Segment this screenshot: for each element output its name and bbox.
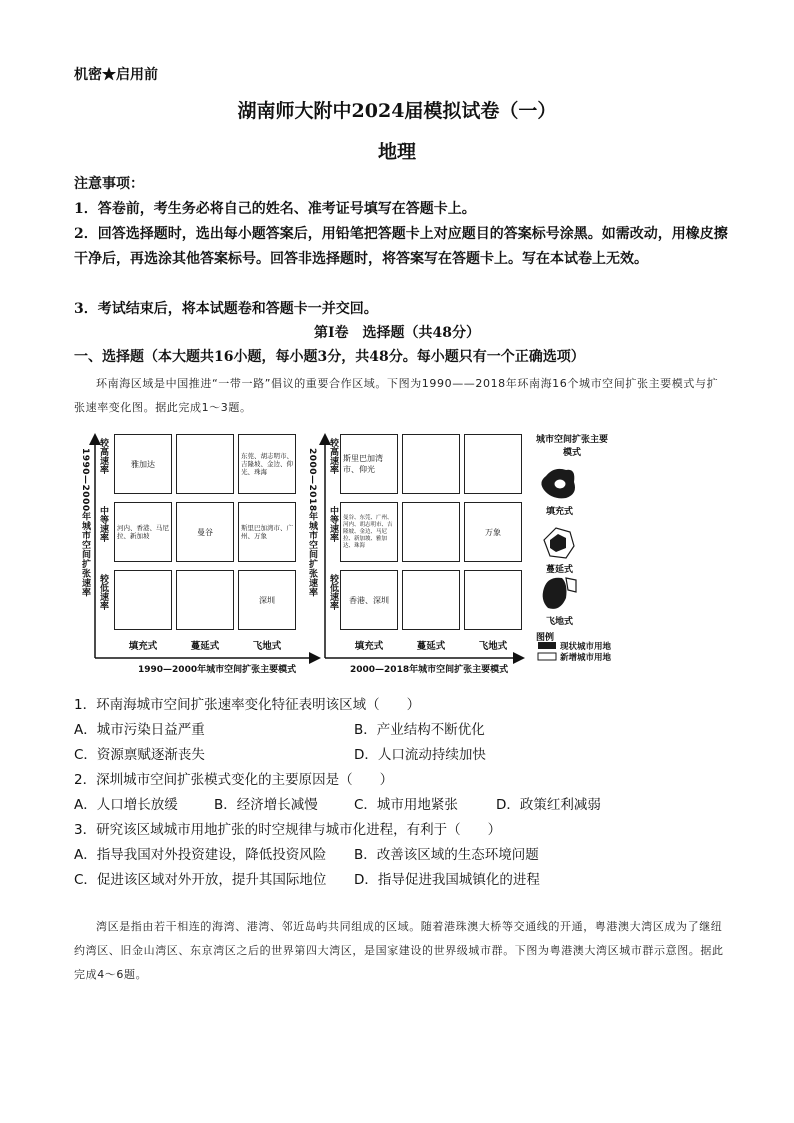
right-cell-mid-fill: 曼谷、东莞、广州、河内、胡志明市、吉隆坡、金边、马尼拉、新加坡、雅加达、珠海	[340, 502, 398, 562]
question-1-option-c[interactable]: C．资源禀赋逐渐丧失	[74, 747, 205, 763]
left-cell-low-enclave: 深圳	[238, 570, 296, 630]
note-item-3: 3．考试结束后，将本试题卷和答题卡一并交回。	[74, 301, 378, 317]
right-col-spread: 蔓延式	[416, 641, 446, 652]
left-cell-mid-spread: 曼谷	[176, 502, 234, 562]
legend-title: 城市空间扩张主要模式	[535, 435, 608, 458]
right-row-high: 较高速率	[328, 438, 338, 474]
right-cell-high-spread	[402, 434, 460, 494]
notes-heading: 注意事项：	[74, 176, 144, 192]
question-1-option-a[interactable]: A．城市污染日益严重	[74, 722, 205, 738]
right-cell-low-spread	[402, 570, 460, 630]
exam-title: 湖南师大附中2024届模拟试卷（一）	[237, 100, 557, 122]
left-x-axis-label: 1990—2000年城市空间扩张主要模式	[138, 665, 297, 675]
right-row-low: 较低速率	[328, 574, 338, 610]
subject-title: 地理	[377, 141, 416, 163]
question-3-option-a[interactable]: A．指导我国对外投资建设，降低投资风险	[74, 847, 327, 863]
question-3-option-b[interactable]: B．改善该区域的生态环境问题	[354, 847, 539, 863]
left-cell-low-spread	[176, 570, 234, 630]
intro-paragraph-1: 环南海区域是中国推进“一带一路”倡议的重要合作区域。下图为1990——2018年环南海16个城市空间扩张主要模式与扩张速率变化图。据此完成1～3题。	[74, 377, 719, 414]
question-2-option-a[interactable]: A．人口增长放缓	[74, 797, 178, 813]
right-cell-low-enclave	[464, 570, 522, 630]
section-title: 第Ⅰ卷 选择题（共48分）	[313, 325, 481, 341]
left-row-low: 较低速率	[98, 574, 108, 610]
left-col-fill: 填充式	[128, 641, 158, 652]
left-row-high: 较高速率	[98, 438, 108, 474]
legend-mode-spread: 蔓延式	[546, 565, 574, 575]
right-year-axis-label: 2000—2018年城市空间扩张速率	[307, 448, 317, 598]
left-cell-high-spread	[176, 434, 234, 494]
question-1-stem: 1．环南海城市空间扩张速率变化特征表明该区域（ ）	[74, 697, 421, 713]
question-3-stem: 3．研究该区域城市用地扩张的时空规律与城市化进程，有利于（ ）	[74, 822, 502, 838]
intro-paragraph-2: 湾区是指由若干相连的海湾、港湾、邻近岛屿共同组成的区域。随着港珠澳大桥等交通线的开通，粤港澳大湾区成为了继纽约湾区、旧金山湾区、东京湾区之后的世界第四大湾区，是国家建设的世界级城市群。下图为粤港澳大湾区城市群示意图。据此完成4～6题。	[74, 920, 724, 981]
question-2-option-d[interactable]: D．政策红利减弱	[496, 797, 601, 813]
right-x-axis-label: 2000—2018年城市空间扩张主要模式	[350, 665, 509, 675]
expansion-mode-figure	[78, 428, 728, 678]
confidential-label: 机密★启用前	[74, 67, 158, 83]
legend-key-title: 图例	[536, 633, 555, 643]
right-cell-high-fill: 斯里巴加湾市、仰光	[340, 434, 398, 494]
left-cell-low-fill	[114, 570, 172, 630]
question-2-stem: 2．深圳城市空间扩张模式变化的主要原因是（ ）	[74, 772, 394, 788]
right-cell-high-enclave	[464, 434, 522, 494]
right-row-mid: 中等速率	[328, 506, 338, 542]
left-cell-high-enclave: 东莞、胡志明市、吉隆坡、金边、仰光、珠海	[238, 434, 296, 494]
note-item-1: 1．答卷前，考生务必将自己的姓名、准考证号填写在答题卡上。	[74, 201, 476, 217]
right-cell-mid-enclave: 万象	[464, 502, 522, 562]
left-year-axis-label: 1990—2000年城市空间扩张速率	[80, 448, 90, 598]
note-item-2: 2．回答选择题时，选出每小题答案后，用铅笔把答题卡上对应题目的答案标号涂黑。如需改动，用橡皮擦干净后，再选涂其他答案标号。回答非选择题时，将答案写在答题卡上。写在本试卷上无效。	[74, 226, 728, 267]
part-heading: 一、选择题（本大题共16小题，每小题3分，共48分。每小题只有一个正确选项）	[74, 349, 585, 365]
question-1-option-b[interactable]: B．产业结构不断优化	[354, 722, 485, 738]
right-col-enclave: 飞地式	[478, 641, 508, 652]
legend-mode-fill: 填充式	[546, 507, 574, 517]
left-col-spread: 蔓延式	[190, 641, 220, 652]
legend-new-land: 新增城市用地	[560, 653, 612, 663]
question-1-option-d[interactable]: D．人口流动持续加快	[354, 747, 486, 763]
question-2-option-c[interactable]: C．城市用地紧张	[354, 797, 458, 813]
left-col-enclave: 飞地式	[252, 641, 282, 652]
left-cell-high-fill: 雅加达	[114, 434, 172, 494]
left-cell-mid-fill: 河内、香港、马尼拉、新加坡	[114, 502, 172, 562]
right-cell-low-fill: 香港、深圳	[340, 570, 398, 630]
question-2-option-b[interactable]: B．经济增长减慢	[214, 797, 318, 813]
question-3-option-d[interactable]: D．指导促进我国城镇化的进程	[354, 872, 540, 888]
right-cell-mid-spread	[402, 502, 460, 562]
legend-mode-enclave: 飞地式	[546, 617, 574, 627]
right-col-fill: 填充式	[354, 641, 384, 652]
left-row-mid: 中等速率	[98, 506, 108, 542]
question-3-option-c[interactable]: C．促进该区域对外开放，提升其国际地位	[74, 872, 327, 888]
legend-existing-land: 现状城市用地	[560, 642, 612, 652]
left-cell-mid-enclave: 斯里巴加湾市、广州、万象	[238, 502, 296, 562]
